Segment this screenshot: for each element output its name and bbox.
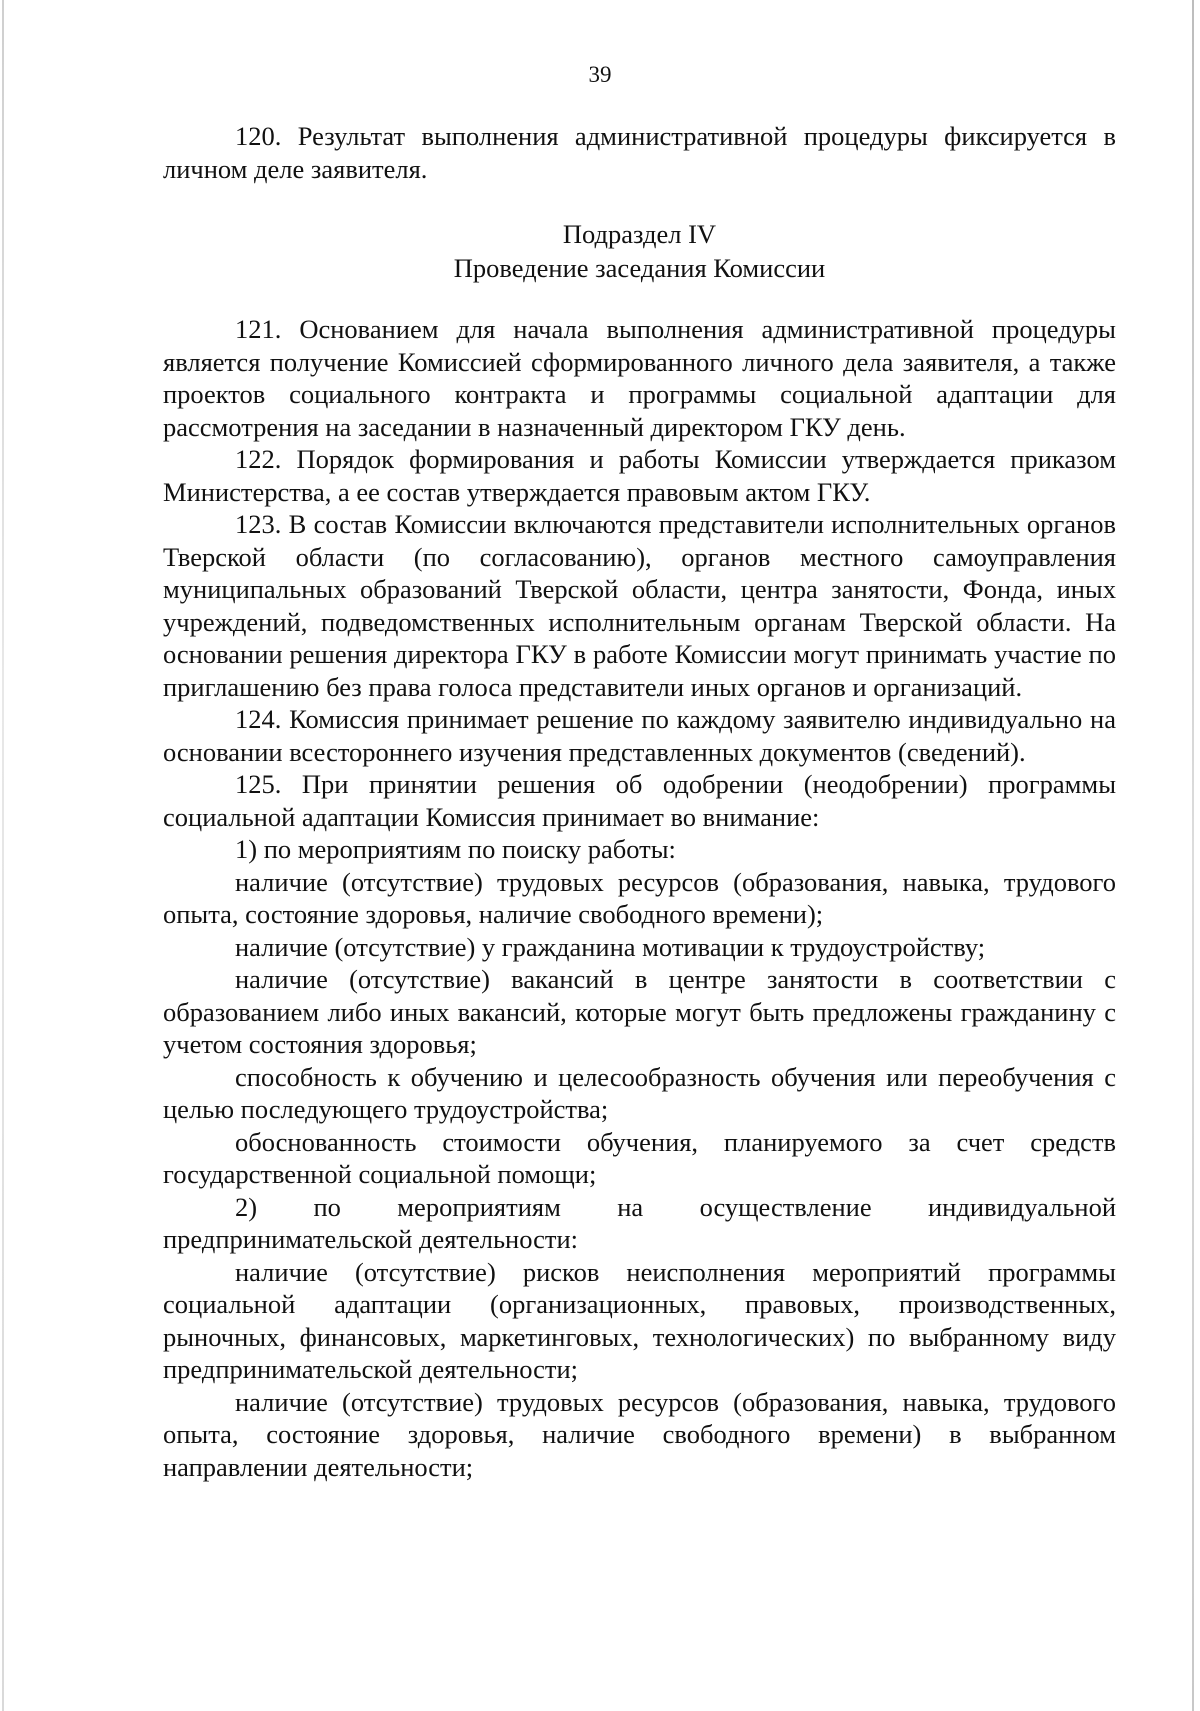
page-number: 39 xyxy=(588,62,612,87)
list-item-motivation: наличие (отсутствие) у гражданина мотивации к трудоустройству; xyxy=(235,931,986,962)
paragraph-125: 125. При принятии решения об одобрении (неодобрении) программы социальной адаптации Комиссия принимает во внимание: xyxy=(163,769,1116,832)
scan-edge-right xyxy=(1192,0,1194,1711)
list-item-risks: наличие (отсутствие) рисков неисполнения мероприятий программы социальной адаптации (организационных, правовых, производственных, рыночных, финансовых, маркетинговых, технологических) по выбранному виду предпринимательской деятельности; xyxy=(163,1256,1116,1384)
intro-block xyxy=(163,120,1116,185)
subsection-title: Подраздел IV xyxy=(562,219,717,249)
paragraph-123: 123. В состав Комиссии включаются представители исполнительных органов Тверской области (по согласованию), органов местного самоуправления муниципальных образований Тверской области, центра занятости, Фонда, иных учреждений, подведомственных исполнительным органам Тверской области. На основании решения директора ГКУ в работе Комиссии могут принимать участие по приглашению без права голоса представители иных органов и организаций. xyxy=(163,509,1116,702)
list-item-job-search: 1) по мероприятиям по поиску работы: xyxy=(235,834,676,864)
paragraph-124: 124. Комиссия принимает решение по каждому заявителю индивидуально на основании всестороннего изучения представленных документов (сведений). xyxy=(163,704,1116,767)
list-item-training-cost: обоснованность стоимости обучения, планируемого за счет средств государственной социальной помощи; xyxy=(163,1126,1116,1189)
scan-edge-left xyxy=(2,0,4,1711)
subsection-subtitle: Проведение заседания Комиссии xyxy=(453,253,826,283)
paragraph-121: 121. Основанием для начала выполнения административной процедуры является получение Комиссией сформированного личного дела заявителя, а также проектов социального контракта и программы социальной адаптации для рассмотрения на заседании в назначенный директором ГКУ день. xyxy=(163,314,1116,442)
list-item-labor-resources: наличие (отсутствие) трудовых ресурсов (образования, навыка, трудового опыта, состояние здоровья, наличие свободного времени); xyxy=(163,866,1116,929)
list-item-labor-resources-direction: наличие (отсутствие) трудовых ресурсов (образования, навыка, трудового опыта, состояние здоровья, наличие свободного времени) в выбранном направлении деятельности; xyxy=(163,1386,1116,1482)
paragraph-122: 122. Порядок формирования и работы Комиссии утверждается приказом Министерства, а ее состав утверждается правовым актом ГКУ. xyxy=(163,444,1116,507)
list-item-entrepreneurship: 2) по мероприятиям на осуществление индивидуальной предпринимательской деятельности: xyxy=(163,1191,1116,1254)
list-item-vacancies: наличие (отсутствие) вакансий в центре занятости в соответствии с образованием либо иных вакансий, которые могут быть предложены гражданину с учетом состояния здоровья; xyxy=(163,964,1116,1059)
subsection-heading xyxy=(163,217,1116,285)
list-item-learning-ability: способность к обучению и целесообразность обучения или переобучения с целью последующего трудоустройства; xyxy=(163,1061,1116,1124)
main-text-block xyxy=(163,313,1116,1483)
paragraph-120: 120. Результат выполнения административной процедуры фиксируется в личном деле заявителя. xyxy=(163,121,1116,184)
